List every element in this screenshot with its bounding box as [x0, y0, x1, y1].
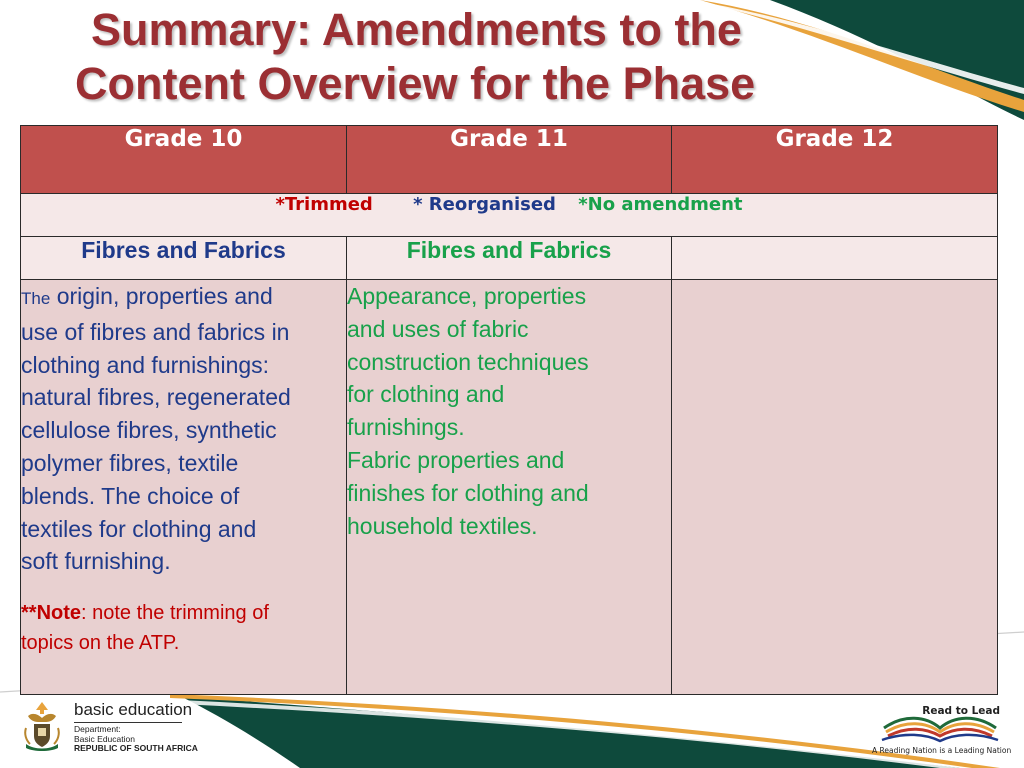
note-text-1: : note the trimming of: [81, 602, 269, 625]
dept-divider: [74, 722, 182, 723]
trimming-note: [21, 598, 346, 658]
legend-trimmed: *Trimmed: [275, 194, 373, 215]
content-line: polymer fibres, textile: [21, 449, 239, 476]
dept-main-label: basic education: [74, 700, 193, 719]
content-line: construction techniques: [347, 348, 589, 375]
department-logo: [22, 700, 198, 754]
content-row: [21, 280, 998, 695]
title-line-1: Summary: Amendments to the: [91, 4, 742, 55]
content-line: textiles for clothing and: [21, 515, 257, 542]
content-text: origin, properties and: [56, 283, 273, 309]
note-text-2: topics on the ATP.: [21, 632, 180, 655]
title-line-2: Content Overview for the Phase: [75, 58, 756, 109]
legend-cell: [21, 194, 998, 237]
content-line: Fabric properties and: [347, 446, 565, 473]
slide-title: [75, 0, 755, 114]
note-label: **Note: [21, 602, 82, 625]
content-line: finishes for clothing and: [347, 479, 589, 506]
lead-word: The: [21, 289, 51, 308]
content-line: and uses of fabric: [347, 315, 529, 342]
content-line: use of fibres and fabrics in: [21, 318, 290, 345]
content-line: cellulose fibres, synthetic: [21, 417, 277, 444]
subheader-row: [21, 237, 998, 280]
content-line: furnishings.: [347, 414, 465, 441]
header-row: [21, 126, 998, 194]
subheader-grade-12: [672, 237, 998, 280]
legend-no-amendment: *No amendment: [578, 194, 743, 215]
content-line: household textiles.: [347, 512, 538, 539]
book-icon: [878, 710, 1002, 744]
content-line: clothing and furnishings:: [21, 351, 270, 378]
subheader-grade-11: Fibres and Fabrics: [347, 237, 672, 280]
header-grade-10: Grade 10: [21, 126, 347, 194]
campaign-tagline: A Reading Nation is a Leading Nation: [872, 746, 1012, 755]
grade-11-content: [347, 280, 672, 695]
legend-row: [21, 194, 998, 237]
content-line: Appearance, properties: [347, 283, 587, 309]
department-name: [74, 700, 198, 754]
subheader-grade-10: Fibres and Fabrics: [21, 237, 347, 280]
campaign-title: Read to Lead: [922, 705, 1000, 717]
read-to-lead-logo: [872, 700, 1012, 760]
amendments-table: [20, 125, 998, 695]
dept-line-1: Department:: [74, 724, 121, 734]
content-line: soft furnishing.: [21, 548, 171, 575]
legend-reorganised: * Reorganised: [413, 194, 556, 215]
header-grade-11: Grade 11: [347, 126, 672, 194]
header-grade-12: Grade 12: [672, 126, 998, 194]
grade-12-content: [672, 280, 998, 695]
content-line: for clothing and: [347, 381, 505, 408]
grade-10-content: [21, 280, 347, 695]
content-line: [21, 280, 346, 316]
coat-of-arms-icon: [22, 700, 62, 752]
content-line: natural fibres, regenerated: [21, 384, 291, 411]
dept-line-2: Basic Education: [74, 733, 135, 744]
dept-line-3: REPUBLIC OF SOUTH AFRICA: [74, 743, 198, 753]
content-line: blends. The choice of: [21, 482, 240, 509]
